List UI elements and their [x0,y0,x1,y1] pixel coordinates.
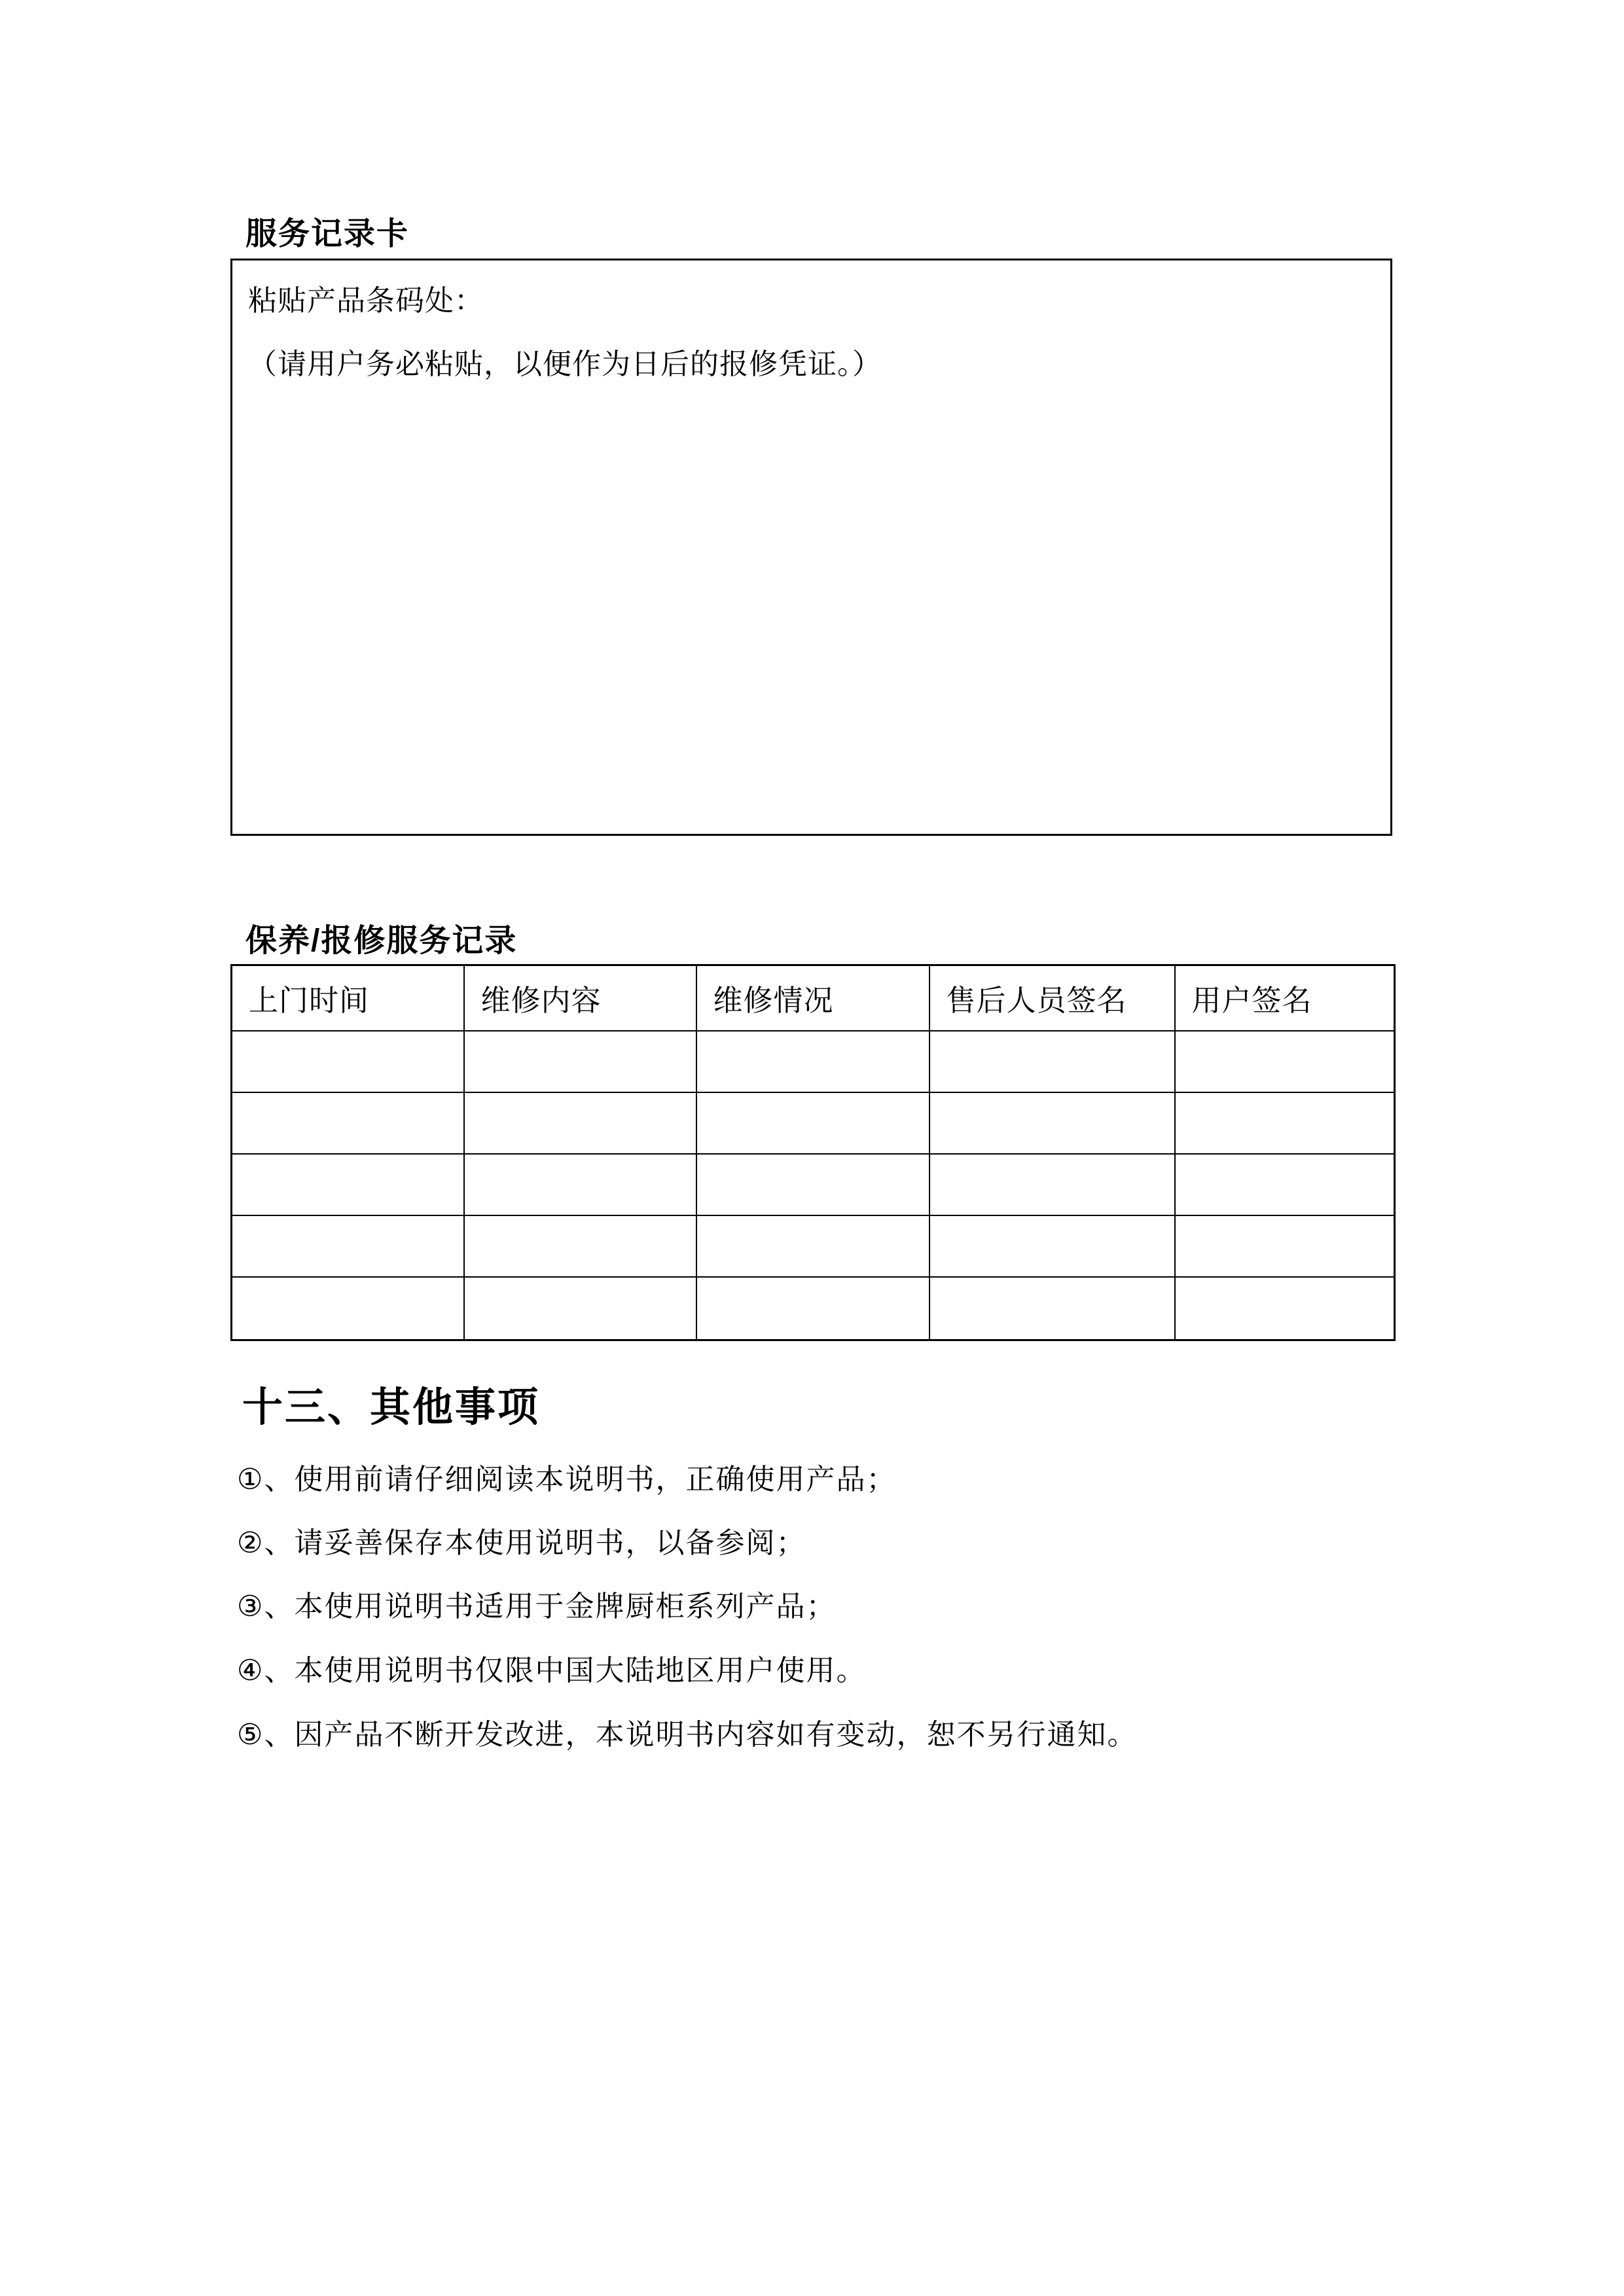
barcode-box-label: 粘贴产品条码处： [248,285,484,317]
table-cell [1175,1154,1395,1215]
table-cell [929,1215,1175,1277]
list-item: ②、请妥善保存本使用说明书，以备参阅； [237,1527,806,1559]
barcode-box-note: （请用户务必粘贴，以便作为日后的报修凭证。） [248,348,882,380]
table-cell [1175,1277,1395,1340]
table-row [232,1154,1395,1215]
table-cell [929,1154,1175,1215]
table-cell [1175,1092,1395,1154]
table-cell [696,1092,929,1154]
col-header-user-signature: 用户签名 [1175,965,1395,1031]
col-header-staff-signature: 售后人员签名 [929,965,1175,1031]
table-cell [232,1154,464,1215]
table-cell [232,1092,464,1154]
table-cell [464,1092,696,1154]
table-cell [464,1277,696,1340]
list-item: ③、本使用说明书适用于金牌厨柜系列产品； [237,1590,837,1623]
service-record-table [230,964,1396,1341]
table-cell [696,1031,929,1092]
table-cell [1175,1031,1395,1092]
table-cell [464,1215,696,1277]
table-row [232,1031,1395,1092]
service-log-title: 保养/报修服务记录 [245,924,518,958]
table-cell [696,1154,929,1215]
table-row [232,1092,1395,1154]
col-header-repair-content: 维修内容 [464,965,696,1031]
table-cell [696,1277,929,1340]
table-cell [232,1215,464,1277]
list-item: ①、使用前请仔细阅读本说明书，正确使用产品； [237,1463,897,1496]
table-cell [464,1031,696,1092]
table-header-row [232,965,1395,1031]
table-row [232,1277,1395,1340]
col-header-visit-time: 上门时间 [232,965,464,1031]
table-cell [232,1277,464,1340]
service-card-title: 服务记录卡 [245,217,410,251]
other-matters-title: 十三、其他事项 [242,1385,541,1430]
table-cell [464,1154,696,1215]
table-cell [696,1215,929,1277]
list-item: ⑤、因产品不断开发改进，本说明书内容如有变动，恕不另行通知。 [237,1719,1138,1751]
barcode-paste-box [230,259,1392,836]
table-cell [1175,1215,1395,1277]
table-cell [232,1031,464,1092]
table-cell [929,1092,1175,1154]
table-cell [929,1031,1175,1092]
table-cell [929,1277,1175,1340]
table-row [232,1215,1395,1277]
list-item: ④、本使用说明书仅限中国大陆地区用户使用。 [237,1655,867,1687]
col-header-repair-status: 维修情况 [696,965,929,1031]
